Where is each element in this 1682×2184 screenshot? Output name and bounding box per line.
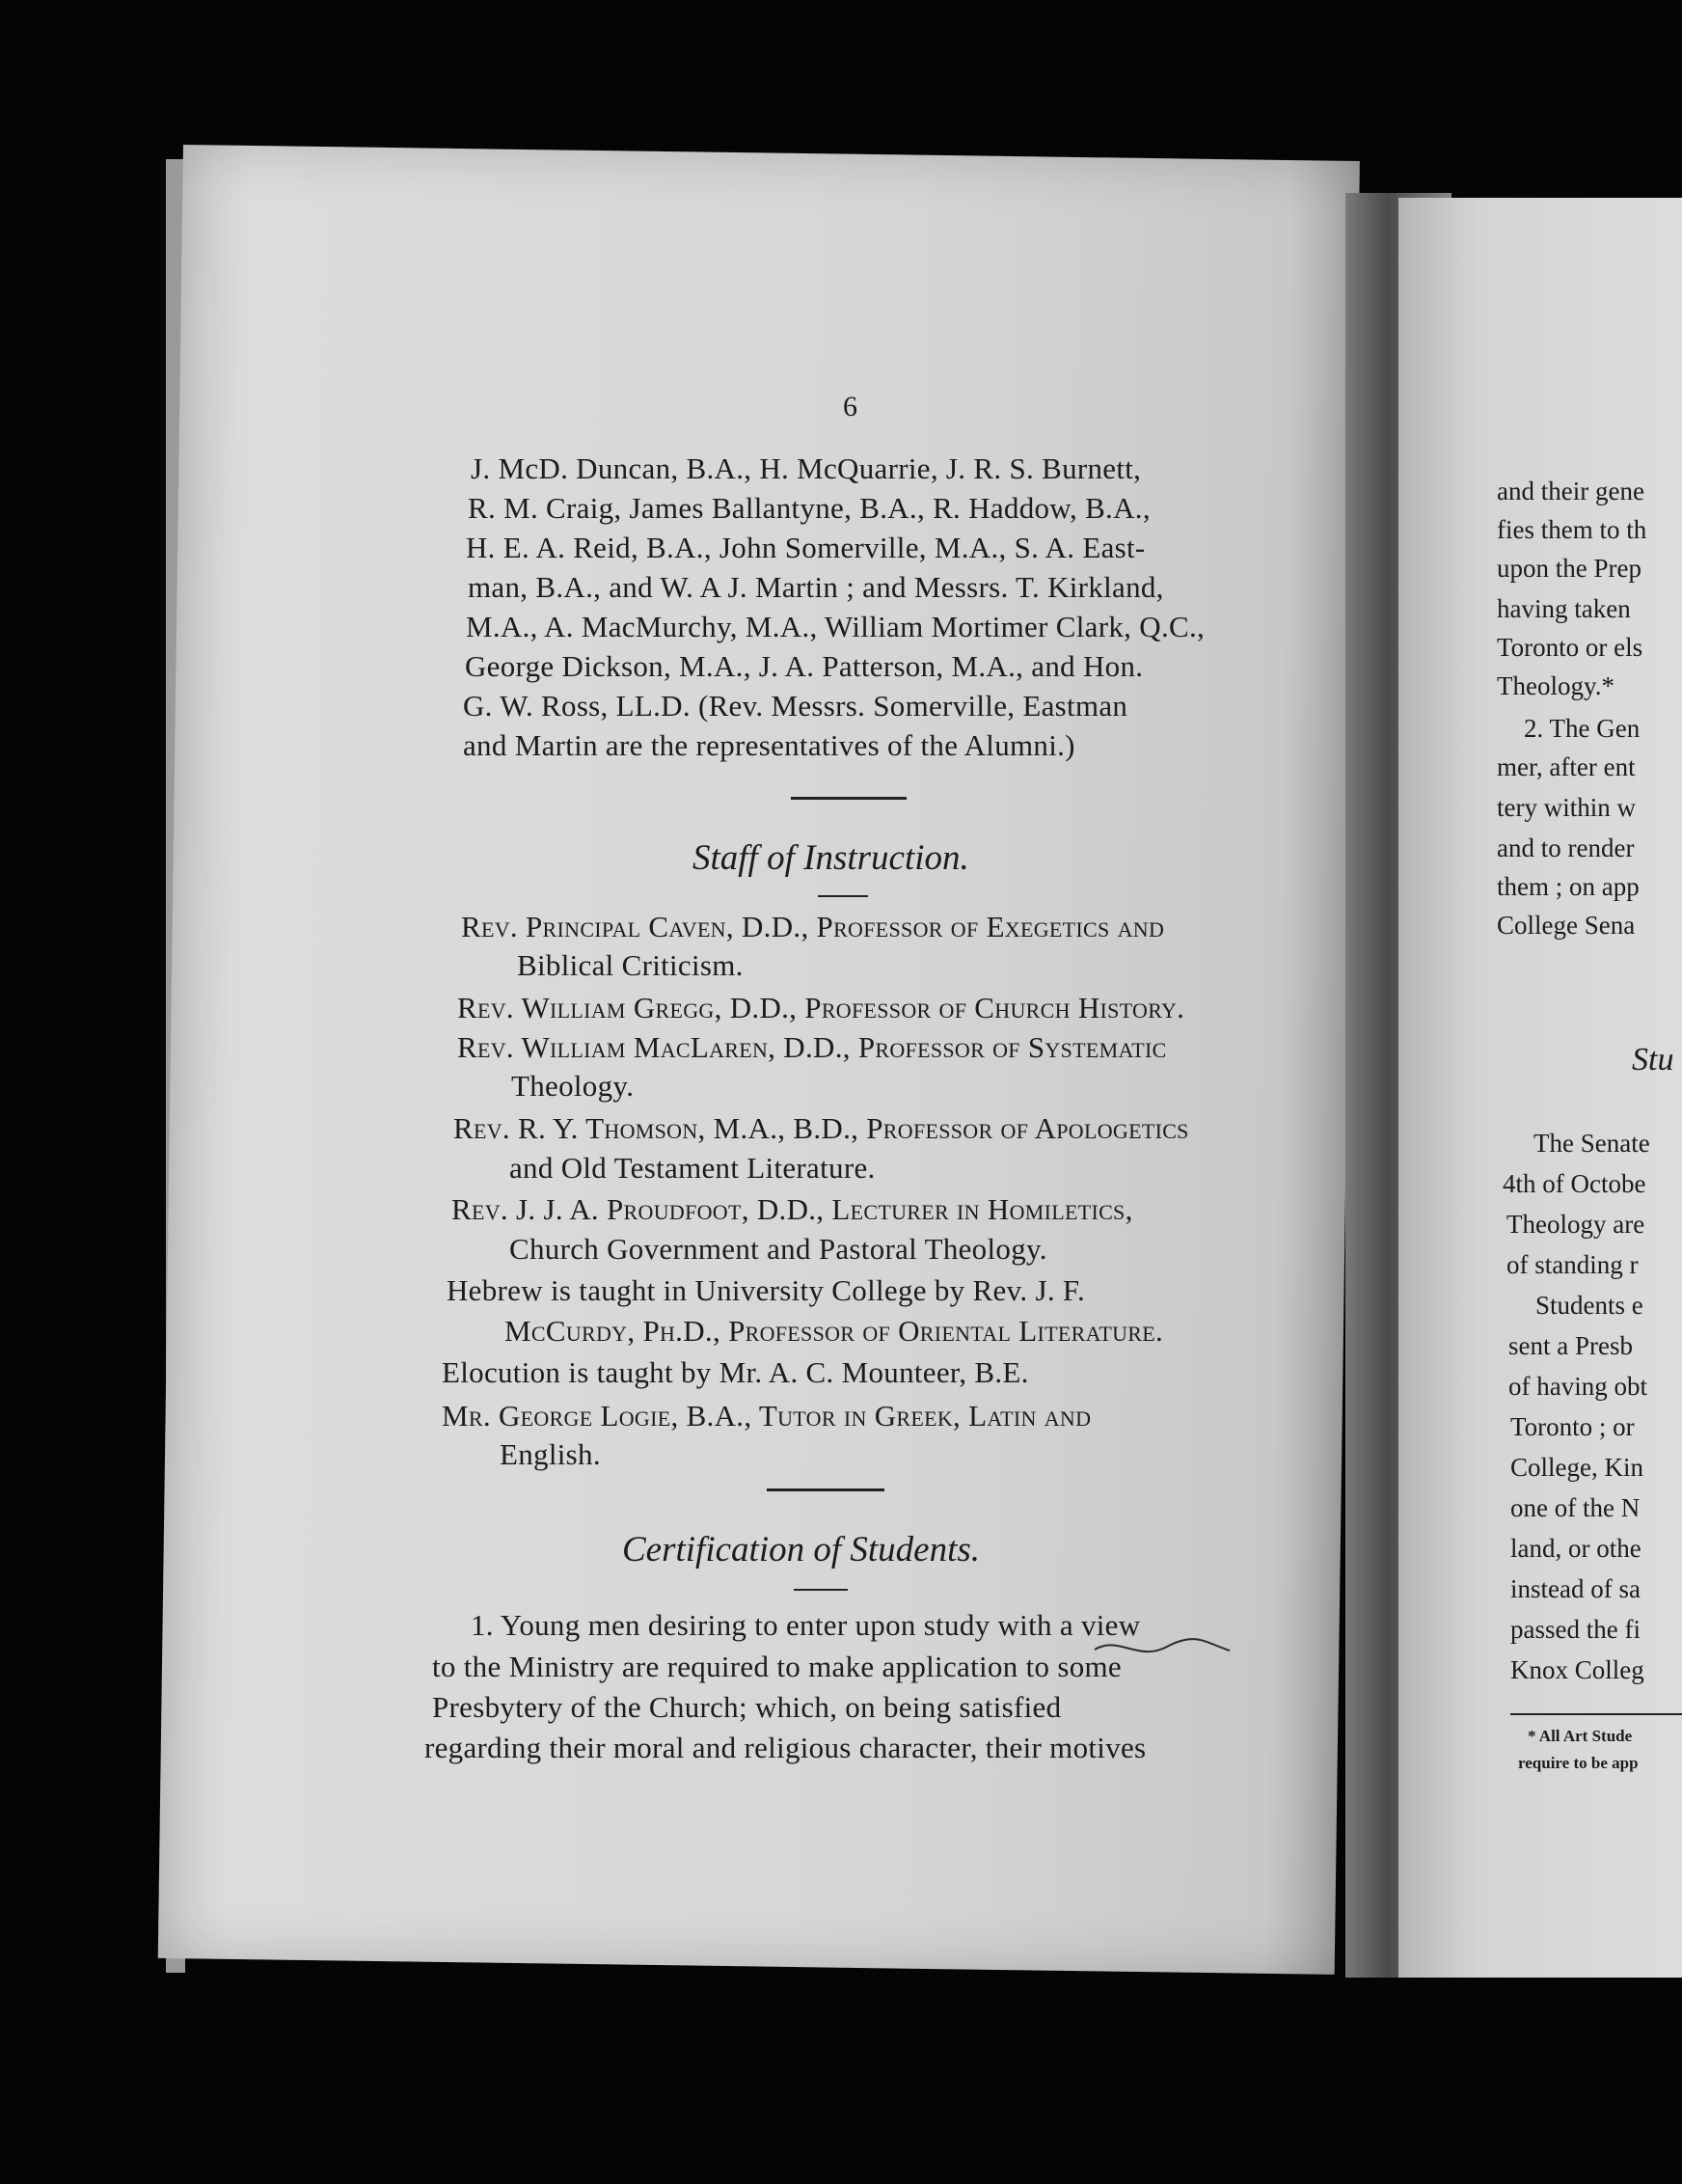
right-page	[1398, 198, 1682, 1978]
staff-line: Rev. William Gregg, D.D., Professor of Church History.	[457, 991, 1185, 1024]
staff-line: English.	[500, 1437, 601, 1471]
paragraph-line: 1. Young men desiring to enter upon study with a view	[471, 1608, 1141, 1642]
staff-line: McCurdy, Ph.D., Professor of Oriental Literature.	[504, 1314, 1164, 1348]
right-page-line: The Senate	[1533, 1129, 1650, 1158]
staff-heading: Staff of Instruction.	[692, 838, 969, 878]
handwritten-underline-mark	[1090, 1635, 1234, 1664]
right-page-line: College, Kin	[1510, 1453, 1643, 1482]
section-divider	[767, 1488, 884, 1491]
staff-line: Elocution is taught by Mr. A. C. Mounteer, B.E.	[442, 1355, 1029, 1389]
right-page-line: of standing r	[1506, 1250, 1639, 1279]
right-page-line: mer, after ent	[1497, 752, 1636, 781]
right-page-line: Theology are	[1506, 1210, 1645, 1239]
page-number: 6	[843, 391, 857, 423]
right-page-line: 2. The Gen	[1524, 714, 1641, 743]
committee-line: man, B.A., and W. A J. Martin ; and Messrs. T. Kirkland,	[468, 570, 1164, 604]
right-page-line: Students e	[1535, 1291, 1643, 1320]
staff-line: Rev. William MacLaren, D.D., Professor of Systematic	[457, 1030, 1167, 1064]
committee-line: J. McD. Duncan, B.A., H. McQuarrie, J. R. S. Burnett,	[471, 451, 1142, 485]
right-page-line: instead of sa	[1510, 1574, 1641, 1603]
paragraph-line: to the Ministry are required to make application to some	[432, 1650, 1122, 1683]
right-page-heading: Stu	[1632, 1042, 1674, 1078]
committee-line: H. E. A. Reid, B.A., John Somerville, M.A., S. A. East-	[466, 531, 1146, 564]
right-page-line: Toronto ; or	[1510, 1412, 1635, 1441]
right-page-line: land, or othe	[1510, 1534, 1641, 1563]
right-page-line: College Sena	[1497, 911, 1636, 940]
right-page-line: sent a Presb	[1508, 1331, 1633, 1360]
right-page-footnote: * All Art Stude	[1528, 1727, 1633, 1745]
staff-line: Church Government and Pastoral Theology.	[509, 1232, 1047, 1266]
staff-line: and Old Testament Literature.	[509, 1151, 876, 1185]
staff-line: Theology.	[511, 1069, 635, 1103]
right-page-line: fies them to th	[1497, 515, 1647, 544]
right-page-line: and their gene	[1497, 477, 1644, 505]
right-page-line: them ; on app	[1497, 872, 1640, 901]
right-page-line: 4th of Octobe	[1503, 1169, 1646, 1198]
committee-line: G. W. Ross, LL.D. (Rev. Messrs. Somerville, Eastman	[463, 689, 1128, 723]
paragraph-line: regarding their moral and religious character, their motives	[424, 1731, 1147, 1764]
staff-line: Rev. R. Y. Thomson, M.A., B.D., Professor of Apologetics	[453, 1111, 1189, 1145]
heading-underline	[794, 1589, 848, 1591]
paragraph-line: Presbytery of the Church; which, on being satisfied	[432, 1690, 1062, 1724]
committee-line: M.A., A. MacMurchy, M.A., William Mortimer Clark, Q.C.,	[466, 610, 1206, 643]
heading-underline	[818, 895, 868, 897]
right-page-line: one of the N	[1510, 1493, 1641, 1522]
right-page-line: Toronto or els	[1497, 633, 1643, 662]
right-page-line: passed the fi	[1510, 1615, 1641, 1644]
footnote-rule	[1510, 1713, 1682, 1715]
right-page-line: Theology.*	[1497, 671, 1614, 700]
committee-line: R. M. Craig, James Ballantyne, B.A., R. Haddow, B.A.,	[468, 491, 1151, 525]
right-page-line: tery within w	[1497, 793, 1636, 822]
committee-line: George Dickson, M.A., J. A. Patterson, M.A., and Hon.	[465, 649, 1144, 683]
right-page-line: upon the Prep	[1497, 554, 1641, 583]
right-page-line: having taken	[1497, 594, 1631, 623]
staff-line: Mr. George Logie, B.A., Tutor in Greek, Latin and	[442, 1399, 1092, 1433]
certification-heading: Certification of Students.	[622, 1530, 981, 1570]
staff-line: Hebrew is taught in University College by Rev. J. F.	[447, 1273, 1086, 1307]
right-page-line: of having obt	[1508, 1372, 1647, 1401]
right-page-line: Knox Colleg	[1510, 1655, 1644, 1684]
staff-line: Biblical Criticism.	[517, 948, 744, 982]
staff-line: Rev. J. J. A. Proudfoot, D.D., Lecturer in Homiletics,	[451, 1192, 1133, 1226]
committee-line: and Martin are the representatives of the Alumni.)	[463, 728, 1075, 762]
right-page-footnote: require to be app	[1518, 1754, 1639, 1772]
staff-line: Rev. Principal Caven, D.D., Professor of Exegetics and	[461, 910, 1165, 943]
right-page-line: and to render	[1497, 833, 1635, 862]
section-divider	[791, 797, 907, 800]
